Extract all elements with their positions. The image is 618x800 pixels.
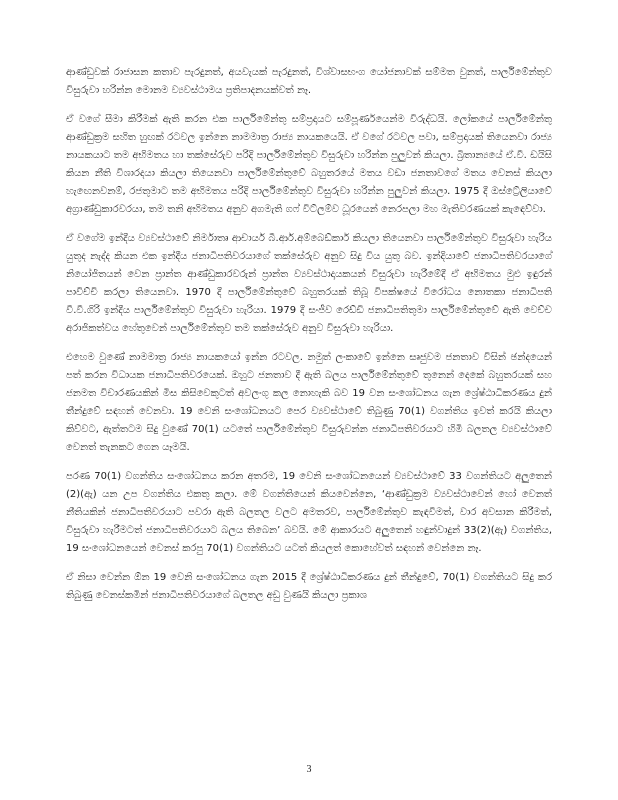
paragraph: ඒ නිසා වෙන්න ඕන 19 වෙනි සංශෝධනය ගැන 2015 දී ශ්‍රේෂ්ඨාධිකරණය දුන් තීන්දුවේ, 70(1) වගන්තියට සිදු කර තිබුණු වෙනස්කමින් ජනාධිපතිවරයාගේ බලතල අඩු වුණයි කියලා ප්‍රකාශ xyxy=(66,572,552,601)
paragraph: එහෙම වුණේ නාමමාත්‍ර රාජ්‍ය නායකයෝ ඉන්න රටවල. නමුත් ලංකාවේ ඉන්නෙ සෘජුවම ජනතාව විසින් ඡන්දයෙන් පත් කරන විධායක ජනාධිපතිවරයෙක්. ඔහුට ජනතාව දී ඇති බලය පාර්ලිමේන්තුවේ තුනෙන් දෙකේ බහුතරයක් සහ ජනමත විචාරණයකින් මිස කිසිවෙකුටත් අවලංගු කල නොහැකි බව 19 වන සංශෝධනය ගැන ශ්‍රේෂ්ඨාධිකරණය දුන් තීන්දුවේ සඳහන් වෙනවා. 19 වෙනි සංශෝධනයට පෙර ව්‍යවස්ථාවේ තිබුණු 70(1) වගන්තිය ඉවත් කරයි කියලා කිව්වට, ඇත්තටම සිදු වුණේ 70(1) යටතේ පාර්ලිමේන්තුව විසුරුවන්න ජනාධිපතිවරයාට හිමි බලතල ව්‍යවස්ථාවේ වෙනත් තැනකට ගෙන යෑමයි. xyxy=(66,352,552,453)
paragraph: ආණ්ඩුවක් රාජාසන කතාව පැරදුනත්, අයවැයක් පැරදුනත්, විශ්වාසභංග යෝජනාවක් සම්මත වුනත්, පාර්ලිමේන්තුව විසුරුවා හරින්න මොනම ව්‍යවස්ථාමය ප්‍රතිපාදනයක්වත් නෑ. xyxy=(66,67,552,96)
paragraph: ඒ වගේම ඉන්දීය ව්‍යවස්ථාවේ නිර්මාතෘ ආචාර්ය බී.ආර්.අම්බෙඩ්කාර් කියලා තියෙනවා පාර්ලිමේන්තුව විසුරුවා හැරිය යුතුද නැද්ද කියන එක ඉන්දීය ජනාධිපතිවරයාගේ තක්සේරුව අනුව සිදු විය යුතු බව. ඉන්දියාවේ ජනාධිපතිවරයාගේ නියෝජිතයන් වෙන ප්‍රාන්ත ආණ්ඩුකාරවරුන් ප්‍රාන්ත ව්‍යවස්ථාදායකයන් විසුරුවා හැරීමේදී ඒ අභිමතය මුළු ඉඳුරන් පාවිච්චි කරලා තියෙනවා. 1970 දී පාර්ලිමේන්තුවේ බහුතරයක් තිබූ විපක්ෂයේ විරෝධය නොතකා ජනාධිපති වී.වී.ගිරි ඉන්දීය පාර්ලිමේන්තුව විසුරුවා හැරියා. 1979 දී සංජීව රෙඩ්ඩි ජනාධිපතිතුමා පාර්ලිමේන්තුවේ ඇති වෙච්ච අරාජිකත්වය හේතුවෙන් පාර්ලිමේන්තුව තම තක්සේරුව අනුව විසුරුවා හැරියා. xyxy=(66,233,552,334)
paragraph: පරණ 70(1) වගන්තිය සංශෝධනය කරන අතරම, 19 වෙනි සංශෝධනයෙන් ව්‍යවස්ථාවේ 33 වගන්තියට අලුතෙන් (2)(ඇ) යන උප වගන්තිය එකතු කලා. මේ වගන්තියෙන් කියවෙන්නෙ, ‘ආණ්ඩුක්‍රම ව්‍යවස්ථාවෙන් හෝ වෙනත් නීතියකින් ජනාධිපතිවරයාට පවරා ඇති බලතල වලට අමතරව, පාර්ලිමේන්තුව කැඳවීමත්, වාර අවසාන කිරීමත්, විසුරුවා හැරීමටත් ජනාධිපතිවරයාට බලය තිබෙන’ බවයි. මේ ආකාරයට අලුතෙන් හඳුන්වාදුන් 33(2)(ඇ) වගන්තිය, 19 සංශෝධනයෙන් වෙනස් කරපු 70(1) වගන්තියට යටත් කියලත් කොහේවත් සඳහන් වෙන්නෙ නෑ. xyxy=(66,471,552,554)
page-number: 3 xyxy=(306,764,312,775)
paragraph: ඒ වගේ සීමා කිරීමක් ඇති කරන එක පාර්ලිමේන්තු සම්ප්‍රදායට සම්පූර්ණයෙන්ම විරුද්ධයි. ලෝකයේ පාර්ලිමේන්තු ආණ්ඩුක්‍රම සහිත හුඟක් රටවල ඉන්නෙ නාමමාත්‍ර රාජ්‍ය නායකයෙයි. ඒ වගේ රටවල පවා, සම්ප්‍රදායක් තියෙනවා රාජ්‍ය නායකයාට තම අභිමතය හා තක්සේරුව පරිදි පාර්ලිමේන්තුව විසුරුවා හරින්න පුලුවන් කියලා. බ්‍රිතාන්‍යයේ ඒ.වී. ඩයිසි කියන නීති විශාරදයා කියලා තියෙනවා පාර්ලිමේන්තුවේ බහුතරයේ මතය වඩා ජනතාවගේ මතය වෙනස් කියලා හැඟෙනවනම්, රජතුමාට තම අභිමතය පරිදි පාර්ලිමේන්තුව විසුරුවා හරින්න පුලුවන් කියලා. 1975 දී ඔස්ට්‍රේලියාවේ අග්‍රාණ්ඩුකාරවරයා, තම තනි අභිමතය අනුව අගමැති ගෆ් විට්ලම්ව ධූරයෙන් නෙරපලා මහ මැතිවරණයක් කැඳෙව්වා. xyxy=(66,114,552,215)
